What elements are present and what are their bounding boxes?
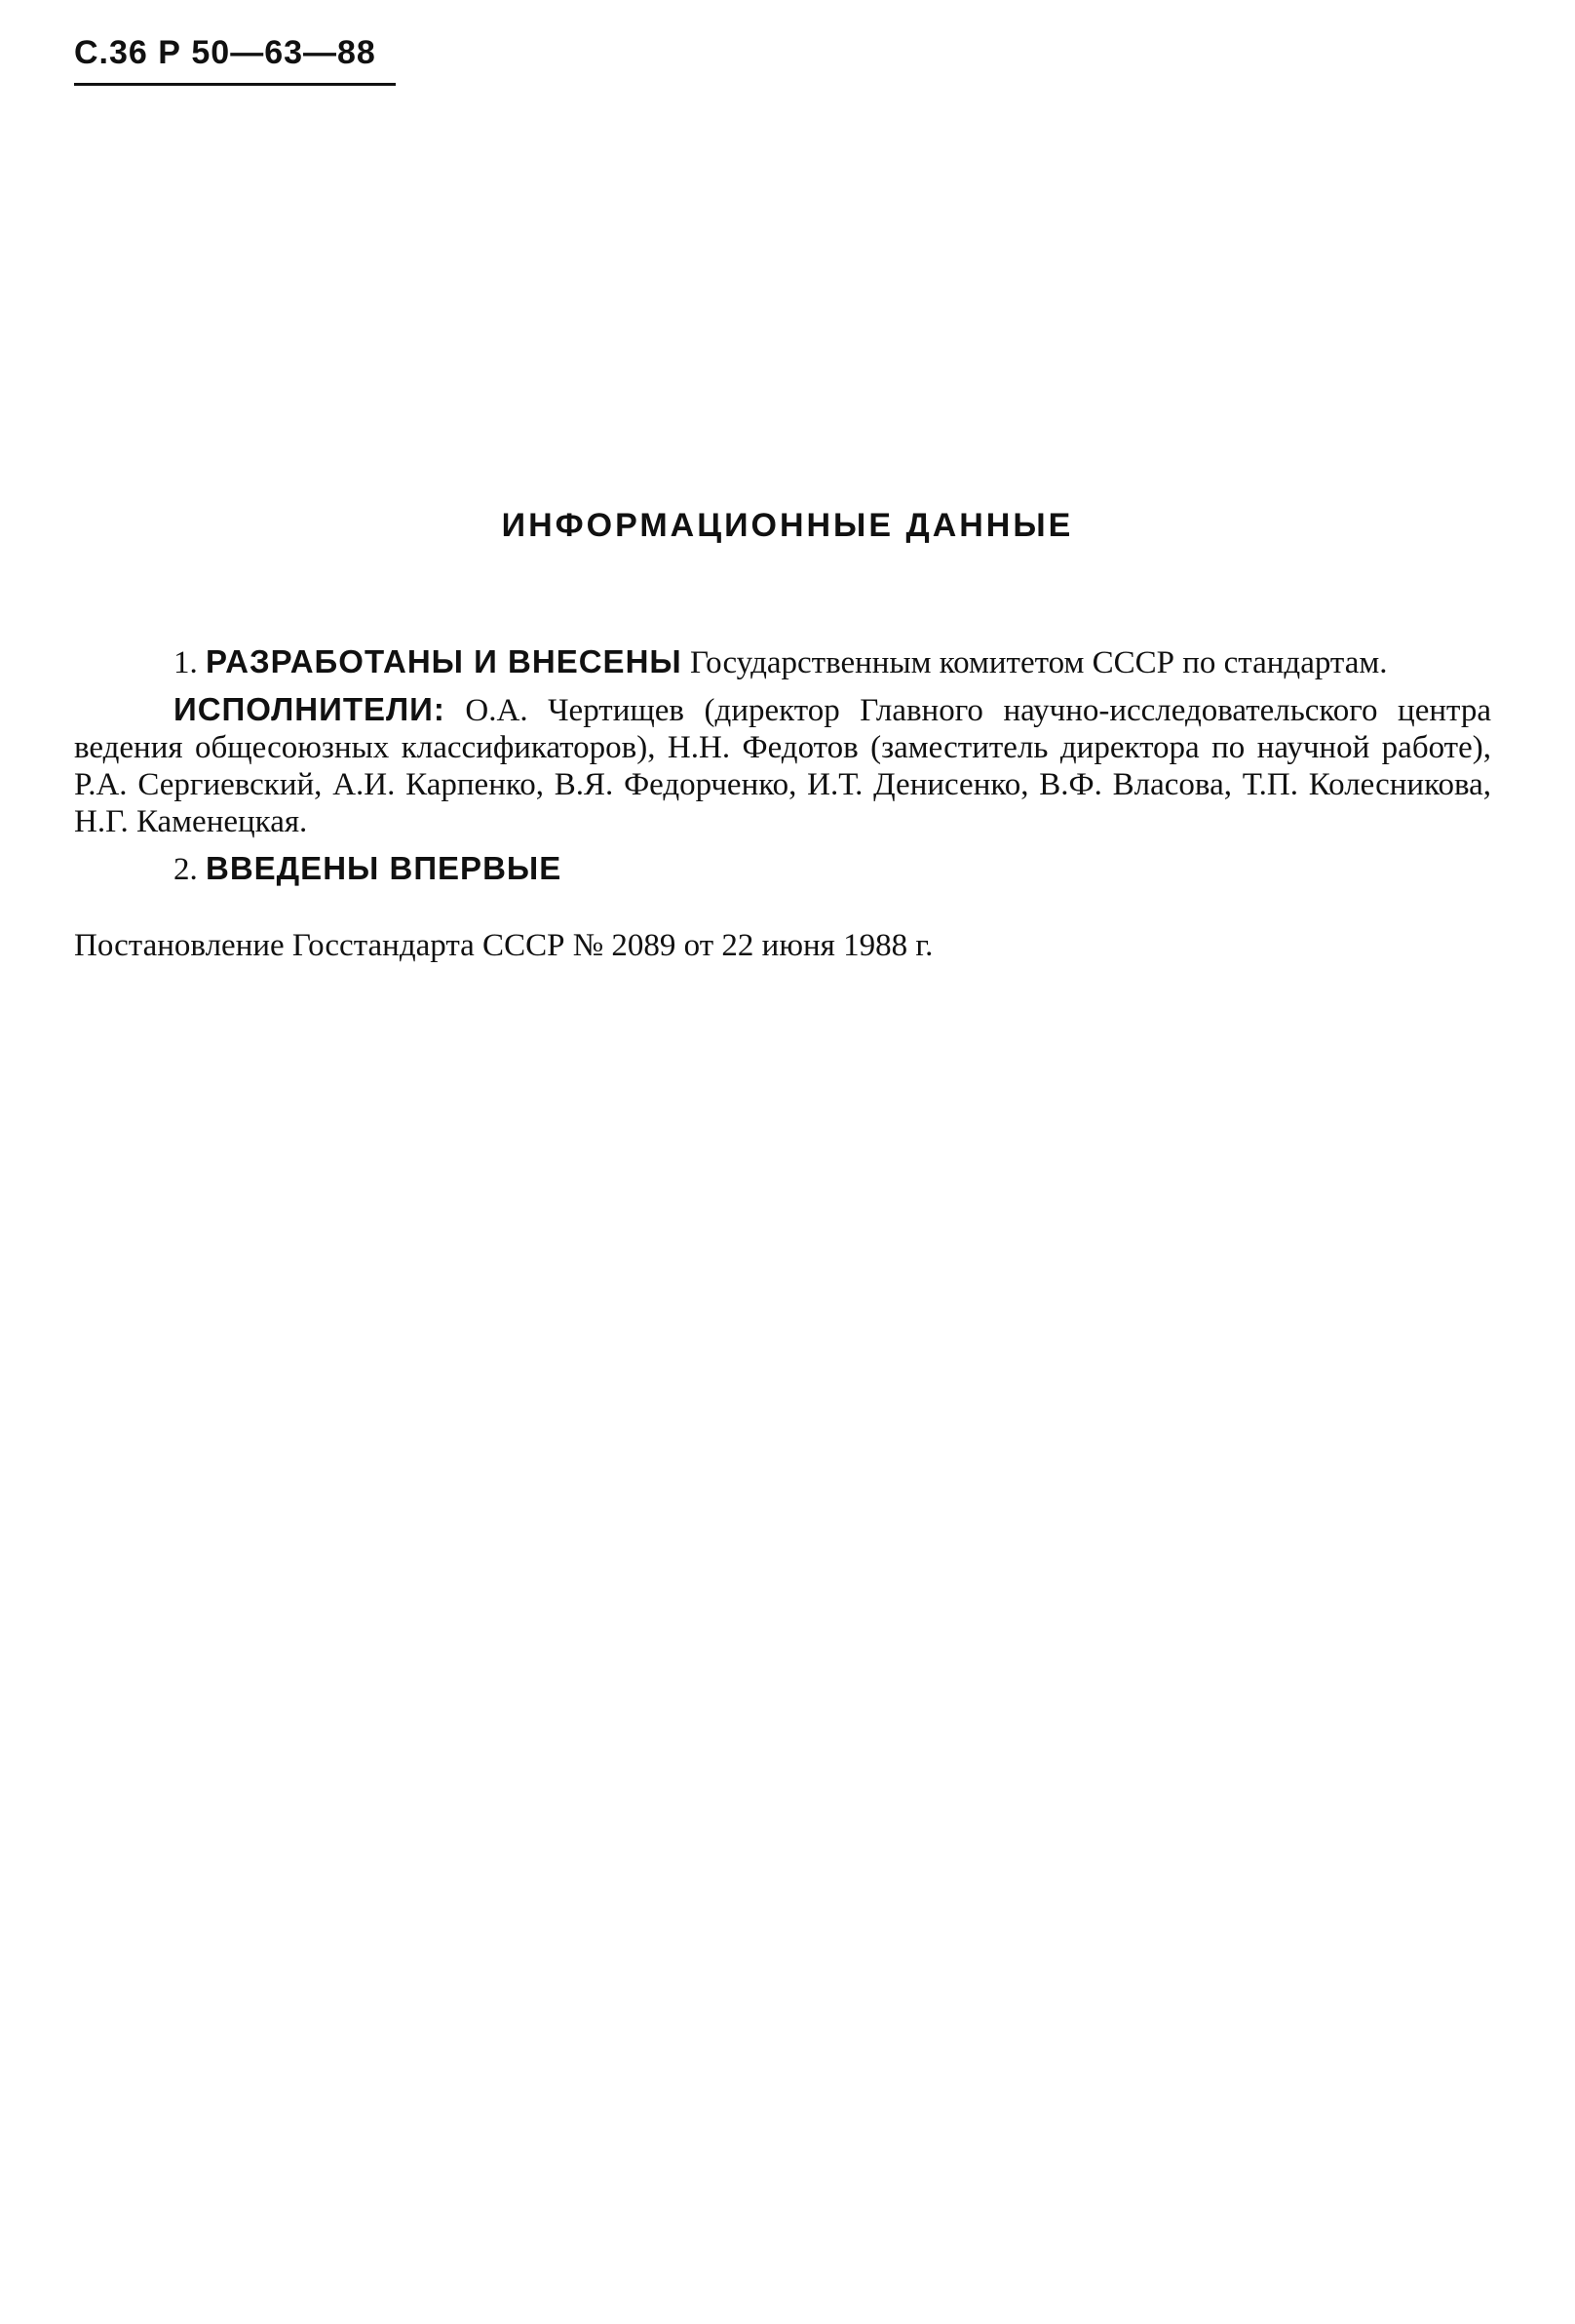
item-number: 1. — [173, 645, 198, 680]
item-executors — [74, 691, 1491, 840]
item-text: Государственным комитетом СССР по стандартам. — [689, 645, 1388, 680]
info-content — [74, 643, 1491, 974]
item-developed — [74, 643, 1491, 681]
item-label: ИСПОЛНИТЕЛИ: — [173, 691, 445, 727]
item-number: 2. — [173, 852, 198, 887]
decree-line: Постановление Госстандарта СССР № 2089 от 22 июня 1988 г. — [74, 928, 934, 963]
item-introduced — [74, 850, 1491, 888]
section-title: ИНФОРМАЦИОННЫЕ ДАННЫЕ — [501, 507, 1074, 544]
page-header — [74, 35, 396, 86]
item-label: РАЗРАБОТАНЫ И ВНЕСЕНЫ — [206, 643, 682, 679]
page-reference: С.36 Р 50—63—88 — [74, 34, 376, 71]
item-label: ВВЕДЕНЫ ВПЕРВЫЕ — [206, 850, 562, 886]
item-text: О.А. Чертищев (директор Главного научно-исследовательского центра ведения общесоюзных классификаторов), Н.Н. Федотов (заместитель директора по научной работе), Р.А. Сергиевский, А.И. Карпенко, В.Я. Федорченко, И.Т. Денисенко, В.Ф. Власова, Т.П. Колесникова, Н.Г. Каменецкая. — [74, 693, 1491, 839]
